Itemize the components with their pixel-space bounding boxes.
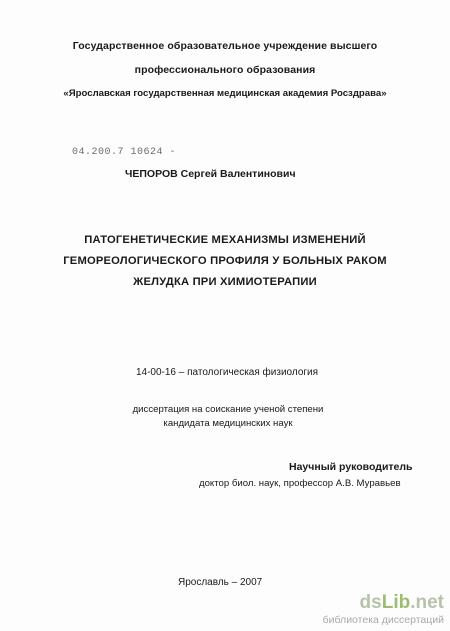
logo-lib: Lib [381, 592, 411, 613]
library-stamp: 04.200.7 10624 - [72, 147, 177, 158]
watermark-subtitle: библиотека диссертаций [322, 614, 444, 626]
author-name: ЧЕПОРОВ Сергей Валентинович [125, 168, 296, 180]
dslib-logo [323, 592, 444, 614]
supervisor-name: доктор биол. наук, профессор А.В. Муравьев [199, 478, 401, 489]
title-line-3: ЖЕЛУДКА ПРИ ХИМИОТЕРАПИИ [133, 276, 317, 288]
logo-ds: ds [359, 592, 382, 613]
institution-line-3: «Ярославская государственная медицинская академия Росздрава» [63, 88, 387, 99]
dissertation-line-2: кандидата медицинских наук [163, 418, 293, 429]
place-year: Ярославль – 2007 [178, 577, 263, 588]
dslib-watermark [323, 592, 444, 627]
logo-net: .net [410, 592, 444, 613]
specialty-code: 14-00-16 – патологическая физиология [135, 367, 319, 378]
institution-line-2: профессионального образования [134, 64, 316, 76]
title-line-1: ПАТОГЕНЕТИЧЕСКИЕ МЕХАНИЗМЫ ИЗМЕНЕНИЙ [84, 234, 366, 246]
supervisor-label: Научный руководитель [289, 461, 413, 473]
dissertation-line-1: диссертация на соискание ученой степени [132, 404, 324, 415]
institution-line-1: Государственное образовательное учреждение высшего [72, 40, 378, 52]
title-line-2: ГЕМОРЕОЛОГИЧЕСКОГО ПРОФИЛЯ У БОЛЬНЫХ РАКОМ [63, 255, 387, 267]
